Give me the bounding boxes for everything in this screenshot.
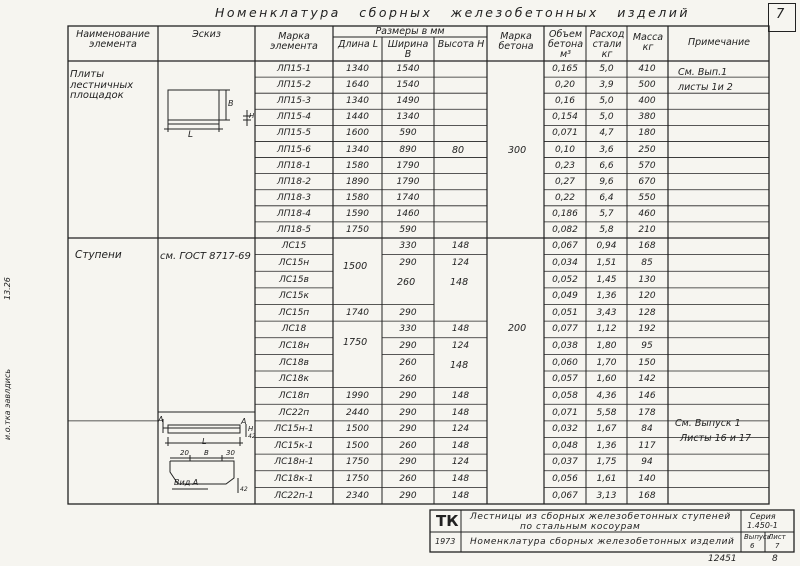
plate-mark: ЛП15-6 [277, 144, 311, 155]
plate-cell-v: 0,23 [554, 160, 576, 171]
step-cell-v: 0,058 [552, 390, 578, 401]
step-cell-b: 290 [399, 341, 417, 352]
step-cell-s: 1,61 [596, 474, 617, 485]
stamp-sheet-label: Лист [768, 533, 786, 541]
header-mark: Марка элемента [270, 31, 318, 52]
step-cell-l: 1500 [346, 440, 369, 451]
step-sketch-l: L [202, 437, 207, 446]
step-cell-s: 3,43 [596, 307, 617, 318]
plate-cell-v: 0,22 [554, 192, 576, 203]
step-mark: ЛС22п-1 [274, 490, 314, 501]
step-cell-s: 1,80 [596, 341, 617, 352]
step-cell-m: 140 [638, 474, 656, 485]
step-cell-b: 290 [399, 457, 417, 468]
plate-cell-l: 1580 [346, 192, 369, 203]
plate-mark: ЛП18-1 [277, 160, 311, 171]
step-cell-h: 148 [451, 474, 470, 485]
plate-mark: ЛП18-2 [277, 176, 311, 187]
note-1-line2: листы 1и 2 [678, 82, 733, 93]
plate-cell-l: 1340 [346, 64, 369, 75]
header-steel: Расход стали кг [589, 29, 625, 60]
step-mark: ЛС15 [281, 241, 307, 252]
plate-sketch-l: L [188, 130, 194, 140]
header-concrete: Марка бетона [498, 31, 534, 52]
plate-cell-v: 0,20 [554, 80, 576, 91]
plate-cell-s: 6,6 [599, 160, 614, 171]
step-cell-l: 1740 [346, 307, 369, 318]
plate-cell-m: 500 [638, 80, 656, 91]
step-cell-s: 1,36 [596, 440, 617, 451]
step-cell-s: 3,13 [596, 490, 617, 501]
step-cell-b: 290 [399, 490, 417, 501]
step-cell-m: 128 [638, 307, 656, 318]
header-mass: Масса кг [632, 32, 664, 53]
step-cell-l: 1500 [346, 424, 369, 435]
plate-cell-m: 210 [638, 224, 656, 235]
step-cell-b: 290 [399, 390, 417, 401]
stamp-bottom-sheet: 8 [772, 554, 778, 564]
step-cell-b: 330 [399, 324, 417, 335]
step-cell-m: 85 [641, 257, 653, 268]
step-cell-b: 260 [399, 357, 417, 368]
step-cell-s: 1,60 [596, 374, 617, 385]
plate-cell-s: 5,8 [599, 224, 614, 235]
plate-mark: ЛП15-5 [277, 128, 311, 139]
plate-mark: ЛП15-2 [277, 80, 311, 91]
header-height: Высота Н [437, 39, 485, 50]
plate-cell-l: 1580 [346, 160, 369, 171]
plate-mark: ЛП18-5 [277, 224, 311, 235]
step-cell-h: 148 [451, 241, 470, 252]
plate-cell-m: 550 [638, 192, 656, 203]
step-cell-h: 148 [451, 490, 470, 501]
step-mark: ЛС18п [278, 390, 310, 401]
step-cell-v: 0,032 [552, 424, 578, 435]
step-cell-m: 120 [638, 291, 656, 302]
step-cell-m: 168 [638, 241, 656, 252]
step-cell-b: 260 [399, 474, 417, 485]
step-cell-v: 0,037 [552, 457, 578, 468]
plate-sketch-h: Н [249, 112, 255, 120]
plate-mark: ЛП15-1 [277, 64, 311, 75]
plate-cell-m: 670 [638, 176, 656, 187]
plate-cell-b: 1740 [396, 192, 420, 203]
stamp-desc-line1: Лестницы из сборных железобетонных ступеней [470, 512, 731, 522]
step-cell-v: 0,067 [552, 241, 578, 252]
step-cell-v: 0,048 [552, 440, 578, 451]
plate-cell-l: 1440 [346, 112, 369, 123]
plate-cell-v: 0,16 [554, 96, 576, 107]
plate-cell-m: 410 [638, 64, 656, 75]
side-text-1: 13.26 [3, 277, 12, 300]
plate-cell-b: 1340 [396, 112, 420, 123]
step-view-a: Вид А [174, 478, 199, 487]
step-cell-s: 1,36 [596, 291, 617, 302]
step-mark: ЛС18н [278, 341, 310, 352]
stamp-desc-line2: по стальным косоурам [520, 522, 641, 532]
step-cell-v: 0,051 [552, 307, 578, 318]
plate-cell-v: 0,082 [552, 224, 578, 235]
step-cell-m: 142 [638, 374, 656, 385]
step-cell-h: 148 [451, 440, 470, 451]
plate-cell-m: 380 [638, 112, 656, 123]
step-cell-s: 1,12 [596, 324, 617, 335]
step-cell-v: 0,052 [552, 274, 578, 285]
plate-cell-l: 1640 [346, 80, 369, 91]
step-sketch-h: Н [248, 425, 254, 433]
step-cell-h: 148 [451, 324, 470, 335]
plate-mark: ЛП15-3 [277, 96, 311, 107]
side-text-2: и.о.тка эавлдись [3, 368, 12, 440]
stamp-issue-label: Выпуск [744, 533, 772, 541]
step-cell-h: 148 [451, 390, 470, 401]
step-cell-b: 260 [399, 374, 417, 385]
step-cell-h: 124 [451, 457, 470, 468]
step-cell-v: 0,060 [552, 357, 578, 368]
plate-cell-l: 1590 [346, 208, 369, 219]
plate-cell-l: 1750 [346, 224, 369, 235]
step-cell-v: 0,067 [552, 490, 578, 501]
step-cell-m: 117 [638, 440, 656, 451]
step-mark: ЛС18в [279, 357, 309, 368]
step-mark: ЛС15в [279, 274, 309, 285]
plate-cell-b: 590 [399, 128, 417, 139]
step-dim-20: 20 [180, 449, 189, 457]
header-sizes: Размеры в мм [375, 26, 445, 37]
plate-cell-v: 0,10 [554, 144, 576, 155]
step-cell-m: 168 [638, 490, 656, 501]
step-cell-s: 1,67 [596, 424, 617, 435]
step-dim-b: В [204, 449, 209, 457]
plate-cell-m: 250 [638, 144, 656, 155]
stamp-issue-value: 6 [750, 542, 755, 550]
step-cell-s: 0,94 [596, 241, 617, 252]
step-cell-v: 0,057 [552, 374, 578, 385]
step-cell-m: 150 [638, 357, 656, 368]
stamp-sheet-title: Номенклатура сборных железобетонных изделий [470, 537, 735, 547]
step-cell-s: 1,51 [596, 257, 617, 268]
plate-cell-s: 5,0 [599, 64, 614, 75]
stamp-series-value: 1.450-1 [747, 521, 778, 530]
step-cell-h: 124 [451, 424, 470, 435]
step-cell-v: 0,049 [552, 291, 578, 302]
step-mark: ЛС15н-1 [274, 424, 314, 435]
group-plates-name: Плиты лестничных площадок [70, 69, 134, 101]
step-cell-m: 95 [641, 341, 653, 352]
step-cell-s: 1,45 [596, 274, 617, 285]
step-mark: ЛС22п [278, 407, 310, 418]
plate-cell-s: 6,4 [599, 192, 614, 203]
note-2-line2: Листы 16 и 17 [680, 433, 751, 444]
merged-width-260: 260 [397, 277, 416, 288]
step-mark: ЛС18к-1 [274, 474, 314, 485]
step-cell-l: 1750 [346, 474, 369, 485]
step-cell-v: 0,077 [552, 324, 578, 335]
step-cell-m: 84 [641, 424, 653, 435]
plate-cell-v: 0,27 [554, 176, 576, 187]
step-mark: ЛС15к [279, 291, 309, 302]
note-1-line1: См. Вып.1 [678, 67, 728, 78]
step-cell-h: 148 [451, 407, 470, 418]
steps-length-1750: 1750 [343, 337, 368, 348]
stamp-sheet-value: 7 [775, 542, 780, 550]
step-cell-h: 124 [451, 341, 470, 352]
header-volume: Объем бетона м³ [547, 29, 584, 60]
plate-cell-b: 1490 [396, 96, 420, 107]
plate-mark: ЛП18-4 [277, 208, 311, 219]
step-cell-s: 1,75 [596, 457, 617, 468]
plate-cell-m: 400 [638, 96, 656, 107]
group-steps-name: Ступени [75, 249, 122, 261]
step-cell-s: 1,70 [596, 357, 617, 368]
step-cell-h: 124 [451, 257, 470, 268]
step-sketch-mark-a2: А [241, 417, 247, 426]
plate-cell-b: 1790 [396, 176, 420, 187]
stamp-series-label: Серия [750, 512, 776, 521]
plates-concrete: 300 [508, 145, 527, 156]
step-dim-42b: 42 [240, 486, 248, 493]
plate-cell-b: 1540 [396, 80, 420, 91]
plate-cell-b: 590 [399, 224, 417, 235]
step-cell-m: 130 [638, 274, 656, 285]
plate-cell-b: 1790 [396, 160, 420, 171]
plate-mark: ЛП18-3 [277, 192, 311, 203]
plate-cell-s: 5,0 [599, 112, 614, 123]
plate-cell-m: 570 [638, 160, 656, 171]
plate-cell-s: 5,0 [599, 96, 614, 107]
stamp-year: 1973 [435, 537, 456, 546]
step-mark: ЛС15к-1 [274, 440, 314, 451]
steps-concrete: 200 [508, 323, 527, 334]
merged-height-148-a: 148 [450, 277, 469, 288]
step-mark: ЛС18н-1 [274, 457, 314, 468]
plate-cell-s: 4,7 [599, 128, 614, 139]
plate-cell-s: 5,7 [599, 208, 614, 219]
plate-cell-l: 1340 [346, 144, 369, 155]
plate-sketch-b: В [228, 99, 234, 108]
plate-cell-s: 3,9 [599, 80, 614, 91]
plate-cell-v: 0,165 [552, 64, 578, 75]
step-mark: ЛС18 [281, 324, 307, 335]
step-cell-v: 0,056 [552, 474, 578, 485]
step-cell-b: 290 [399, 307, 417, 318]
plate-cell-s: 3,6 [599, 144, 614, 155]
header-name: Наименование элемента [76, 29, 150, 50]
plate-cell-l: 1600 [346, 128, 369, 139]
step-mark: ЛС18к [279, 374, 309, 385]
step-cell-v: 0,034 [552, 257, 578, 268]
step-dim-30: 30 [226, 449, 235, 457]
step-cell-s: 5,58 [596, 407, 617, 418]
plate-mark: ЛП15-4 [277, 112, 311, 123]
merged-height-148-b: 148 [450, 360, 469, 371]
step-mark: ЛС15н [278, 257, 310, 268]
step-sketch-mark-a1: А [158, 415, 164, 424]
plate-cell-l: 1340 [346, 96, 369, 107]
step-cell-l: 2340 [346, 490, 369, 501]
plate-cell-b: 890 [399, 144, 417, 155]
step-cell-m: 178 [638, 407, 656, 418]
plate-cell-b: 1540 [396, 64, 420, 75]
steps-length-1500: 1500 [343, 261, 368, 272]
step-cell-m: 192 [638, 324, 656, 335]
step-cell-v: 0,038 [552, 341, 578, 352]
step-cell-s: 4,36 [596, 390, 617, 401]
step-cell-m: 94 [641, 457, 653, 468]
header-sketch: Эскиз [192, 29, 221, 40]
plate-cell-v: 0,186 [552, 208, 578, 219]
header-length: Длина L [337, 39, 378, 50]
step-cell-l: 1750 [346, 457, 369, 468]
step-cell-l: 2440 [346, 407, 369, 418]
plate-cell-b: 1460 [396, 208, 420, 219]
plate-cell-m: 180 [638, 128, 656, 139]
steps-gost-ref: см. ГОСТ 8717-69 [160, 251, 251, 262]
header-width: Ширина В [387, 39, 429, 60]
step-cell-b: 290 [399, 407, 417, 418]
step-cell-b: 290 [399, 257, 417, 268]
step-cell-m: 146 [638, 390, 656, 401]
plate-cell-m: 460 [638, 208, 656, 219]
step-cell-l: 1990 [346, 390, 369, 401]
plates-height: 80 [452, 145, 465, 156]
header-note: Примечание [687, 37, 751, 48]
step-cell-b: 290 [399, 424, 417, 435]
page-number: 7 [776, 7, 785, 22]
stamp-bottom-number: 12451 [708, 554, 737, 564]
step-sketch-h42: 42 [248, 433, 256, 440]
plate-cell-v: 0,154 [552, 112, 578, 123]
step-cell-b: 260 [399, 440, 417, 451]
step-cell-b: 330 [399, 241, 417, 252]
note-2-line1: См. Выпуск 1 [675, 418, 741, 429]
plate-cell-v: 0,071 [552, 128, 578, 139]
plate-cell-s: 9,6 [599, 176, 614, 187]
step-cell-v: 0,071 [552, 407, 578, 418]
step-mark: ЛС15п [278, 307, 310, 318]
plate-cell-l: 1890 [346, 176, 369, 187]
page-title: Номенклатура сборных железобетонных изделий [215, 5, 691, 20]
stamp-tk: ТК [436, 512, 459, 530]
